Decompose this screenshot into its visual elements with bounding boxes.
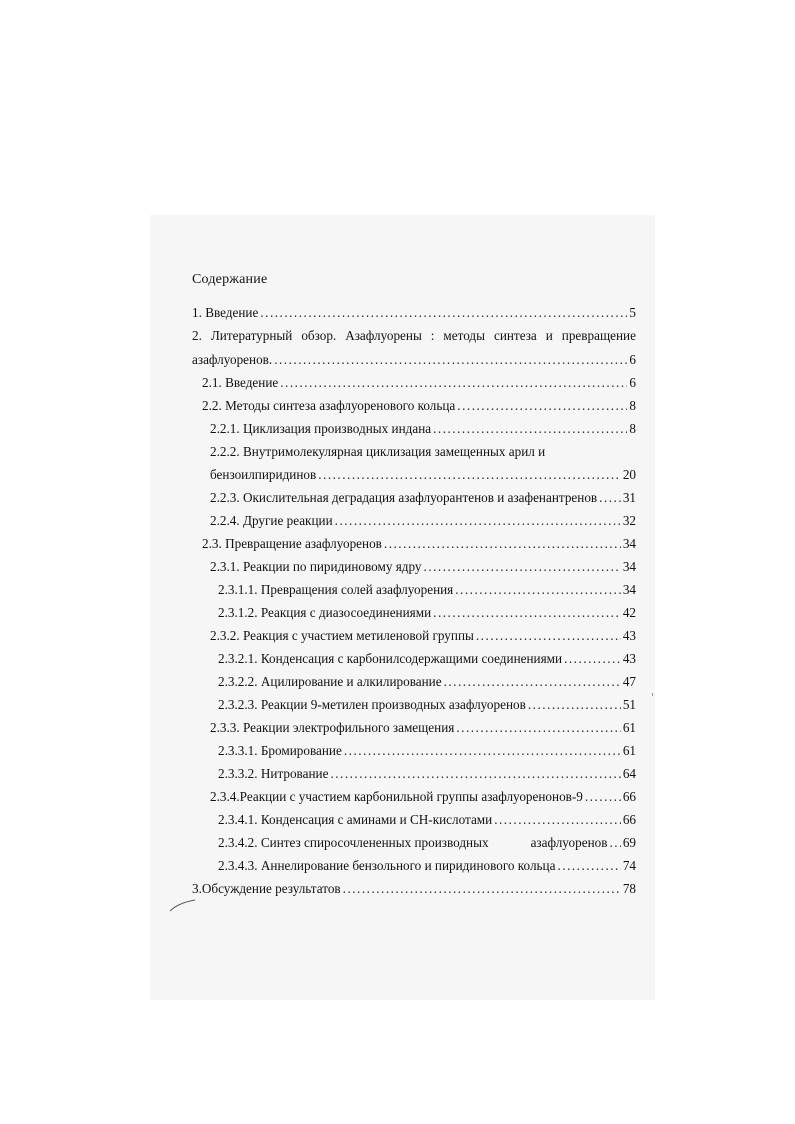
toc-entry-page: 34 xyxy=(622,582,636,597)
toc-entry[interactable] xyxy=(218,764,636,784)
toc-word: обзор. xyxy=(301,328,337,343)
toc-entry-page: 66 xyxy=(622,812,636,827)
toc-leader-dots xyxy=(433,603,621,623)
toc-word: Литературный xyxy=(210,328,293,343)
toc-entry[interactable] xyxy=(218,695,636,715)
toc-entry-label: 2.3.4.1. Конденсация с аминами и CH-кислотами xyxy=(218,812,493,827)
toc-entry-label: 2.3.2.1. Конденсация с карбонилсодержащими соединениями xyxy=(218,651,563,666)
toc-entry[interactable] xyxy=(210,557,636,577)
toc-leader-dots xyxy=(457,396,627,416)
toc-entry-page: 61 xyxy=(622,743,636,758)
toc-entry-page: 47 xyxy=(622,674,636,689)
toc-entry-label: 2.3.3.1. Бромирование xyxy=(218,743,342,758)
toc-leader-dots xyxy=(557,856,620,876)
toc-entry[interactable] xyxy=(210,419,636,439)
toc-entry-label: 2.1. Введение xyxy=(202,375,279,390)
toc-entry-label: 2.3.2.2. Ацилирование и алкилирование xyxy=(218,674,442,689)
toc-entry[interactable] xyxy=(210,718,636,738)
toc-word: методы xyxy=(443,328,485,343)
toc-entry-label: 2.3.1.2. Реакция с диазосоединениями xyxy=(218,605,432,620)
toc-entry-label: бензоилпиридинов xyxy=(210,467,317,482)
toc-entry[interactable] xyxy=(192,303,636,323)
toc-entry-label: 3.Обсуждение результатов xyxy=(192,881,341,896)
toc-entry[interactable] xyxy=(192,350,636,370)
toc-leader-dots xyxy=(274,350,627,370)
toc-entry-page: 64 xyxy=(622,766,636,781)
toc-entry-page: 66 xyxy=(622,789,636,804)
toc-entry[interactable] xyxy=(218,580,636,600)
toc-entry-page: 8 xyxy=(629,421,636,436)
toc-leader-dots xyxy=(528,695,621,715)
toc-entry-page: 43 xyxy=(622,651,636,666)
toc-entry-page: 34 xyxy=(622,536,636,551)
toc-leader-dots xyxy=(424,557,621,577)
toc-leader-dots xyxy=(433,419,627,439)
toc-entry-page: 69 xyxy=(622,835,636,850)
toc-leader-dots xyxy=(280,373,627,393)
scan-speck xyxy=(652,693,653,696)
toc-entry-page: 34 xyxy=(622,559,636,574)
toc-entry[interactable] xyxy=(218,672,636,692)
toc-entry-label: 2.3.3.2. Нитрование xyxy=(218,766,329,781)
toc-entry[interactable] xyxy=(192,879,636,899)
toc-entry-page: 6 xyxy=(629,352,636,367)
toc-word: 2. xyxy=(192,328,202,343)
toc-leader-dots xyxy=(564,649,621,669)
toc-entry[interactable] xyxy=(210,626,636,646)
toc-leader-dots xyxy=(335,511,621,531)
toc-entry-label: 2.3.4.3. Аннелирование бензольного и пиридинового кольца xyxy=(218,858,556,873)
toc-leader-dots xyxy=(585,787,621,807)
toc-entry-page: 31 xyxy=(622,490,636,505)
toc-entry-page: 51 xyxy=(622,697,636,712)
toc-leader-dots xyxy=(456,718,620,738)
toc-entry[interactable] xyxy=(218,603,636,623)
toc-word: Азафлуорены xyxy=(345,328,422,343)
toc-leader-dots xyxy=(260,303,627,323)
toc-leader-dots xyxy=(599,488,621,508)
toc-entry-page: 20 xyxy=(622,467,636,482)
toc-leader-dots xyxy=(384,534,621,554)
toc-entry[interactable] xyxy=(210,787,636,807)
toc-entry[interactable] xyxy=(218,741,636,761)
toc-word: синтеза xyxy=(493,328,537,343)
toc-entry-label: 2.2. Методы синтеза азафлуоренового кольца xyxy=(202,398,456,413)
toc-entry-label: 2.3.4.Реакции с участием карбонильной группы азафлуоренонов-9 xyxy=(210,789,583,804)
toc-leader-dots xyxy=(494,810,621,830)
toc-entry-page: 74 xyxy=(622,858,636,873)
toc-entry-page: 61 xyxy=(622,720,636,735)
toc-entry-page: 8 xyxy=(629,398,636,413)
toc-entry[interactable] xyxy=(210,511,636,531)
toc-entry-label: 2.3. Превращение азафлуоренов xyxy=(202,536,382,551)
toc-entry-label: 2.3.3. Реакции электрофильного замещения xyxy=(210,720,455,735)
toc-entry-label: 2.2.4. Другие реакции xyxy=(210,513,333,528)
toc-entry-page: 5 xyxy=(629,305,636,320)
toc-entry-page: 32 xyxy=(622,513,636,528)
toc-entry-page: 78 xyxy=(622,881,636,896)
toc-entry-label: 2.2.3. Окислительная деградация азафлуорантенов и азафенантренов xyxy=(210,490,598,505)
toc-entry[interactable] xyxy=(202,373,636,393)
toc-entry[interactable] xyxy=(202,396,636,416)
toc-entry-page: 43 xyxy=(622,628,636,643)
toc-entry[interactable] xyxy=(218,856,636,876)
toc-entry[interactable] xyxy=(218,649,636,669)
toc-word: превращение xyxy=(561,328,636,343)
toc-word: : xyxy=(430,328,435,343)
toc-entry[interactable] xyxy=(218,810,636,830)
toc-leader-dots xyxy=(318,465,621,485)
toc-entry[interactable] xyxy=(202,534,636,554)
page-title: Содержание xyxy=(192,272,268,287)
toc-leader-dots xyxy=(476,626,621,646)
toc-leader-dots xyxy=(330,764,620,784)
toc-entry[interactable] xyxy=(218,833,636,853)
toc-entry-label: 2.3.2.3. Реакции 9-метилен производных азафлуоренов xyxy=(218,697,526,712)
toc-leader-dots xyxy=(343,879,621,899)
toc-entry-label: 2.3.4.2. Синтез спиросочлененных производных xyxy=(218,835,489,850)
toc-entry-label: 2.3.1.1. Превращения солей азафлуорения xyxy=(218,582,454,597)
toc-entry-label: азафлуоренов. xyxy=(192,352,273,367)
toc-leader-dots xyxy=(609,833,620,853)
toc-entry-label: 2.3.1. Реакции по пиридиновому ядру xyxy=(210,559,422,574)
toc-leader-dots xyxy=(455,580,621,600)
toc-word: и xyxy=(545,328,553,343)
toc-leader-dots xyxy=(344,741,621,761)
toc-entry[interactable] xyxy=(210,488,636,508)
toc-entry-label: 2.3.2. Реакция с участием метиленовой группы xyxy=(210,628,474,643)
toc-entry-line1[interactable] xyxy=(192,326,636,346)
toc-entry-line1[interactable]: 2.2.2. Внутримолекулярная циклизация замещенных арил и xyxy=(210,444,546,459)
toc-entry-page: 6 xyxy=(629,375,636,390)
pencil-mark xyxy=(168,895,198,915)
toc-entry-label: 1. Введение xyxy=(192,305,259,320)
toc-entry-label: 2.2.1. Циклизация производных индана xyxy=(210,421,432,436)
toc-entry-page: 42 xyxy=(622,605,636,620)
toc-entry-label-continued: азафлуоренов xyxy=(530,835,608,850)
toc-leader-dots xyxy=(444,672,621,692)
toc-entry[interactable] xyxy=(210,465,636,485)
